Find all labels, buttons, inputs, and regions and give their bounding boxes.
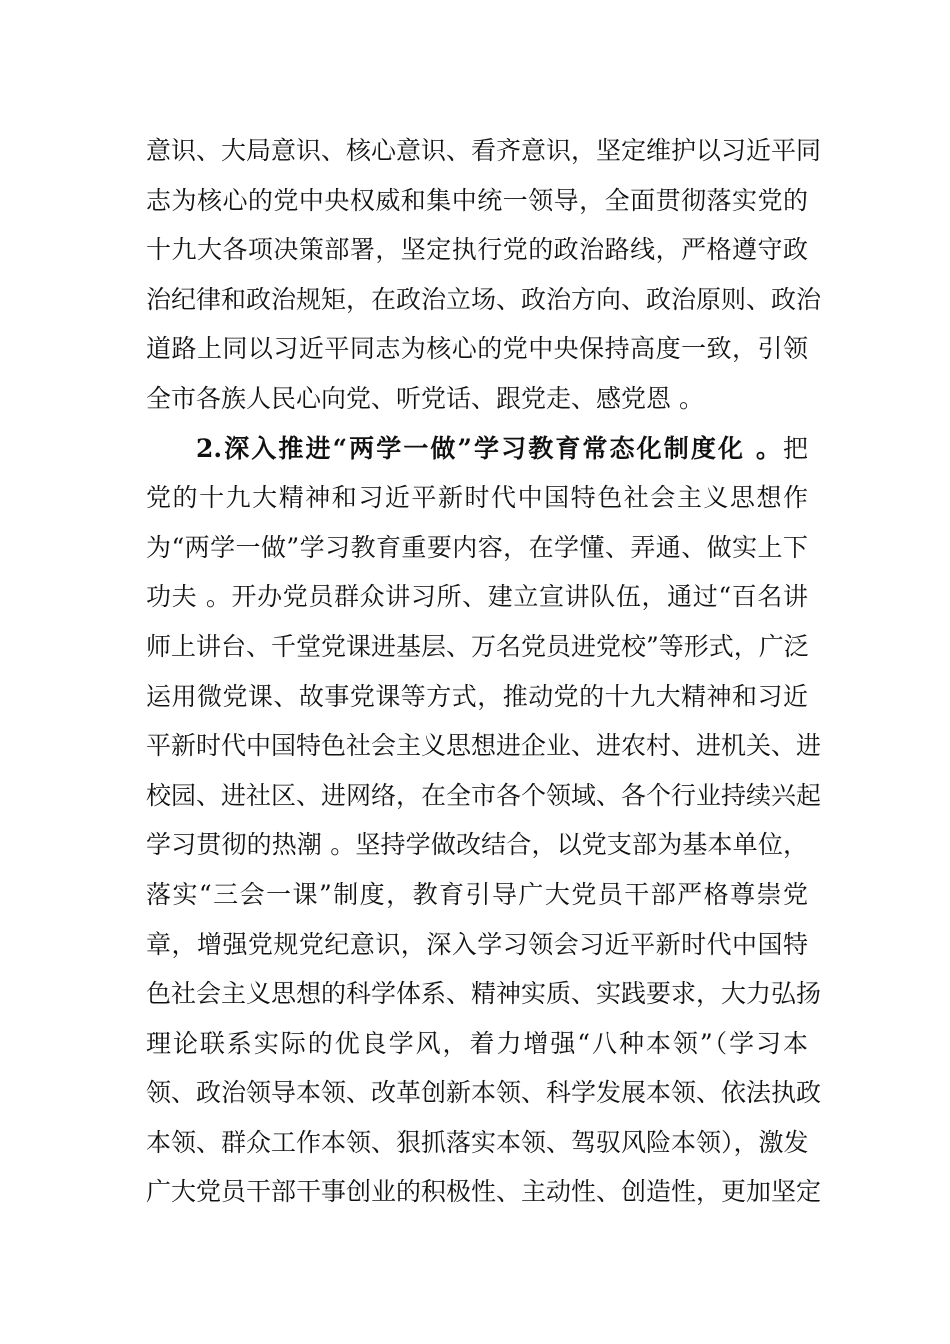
- body-text: [146, 126, 822, 1217]
- text-line: 道路上同以习近平同志为核心的党中央保持高度一致，引领: [146, 334, 808, 364]
- text-line: 为“两学一做”学习教育重要内容，在学懂、弄通、做实上下: [146, 532, 808, 562]
- section-heading-continuation: 把: [782, 433, 808, 463]
- text-line: 本领、群众工作本领、狠抓落实本领、驾驭风险本领），激发: [146, 1127, 809, 1157]
- text-line: 党的十九大精神和习近平新时代中国特色社会主义思想作: [146, 483, 808, 513]
- text-line: 广大党员干部干事创业的积极性、主动性、创造性，更加坚定: [146, 1177, 822, 1207]
- text-line: 理论联系实际的优良学风，着力增强“八种本领”（学习本: [146, 1028, 808, 1058]
- text-line: 平新时代中国特色社会主义思想进企业、进农村、进机关、进: [146, 731, 822, 761]
- text-line: 色社会主义思想的科学体系、精神实质、实践要求，大力弘扬: [146, 979, 822, 1009]
- text-line: 意识、大局意识、核心意识、看齐意识，坚定维护以习近平同: [146, 136, 822, 165]
- text-line: 运用微党课、故事党课等方式，推动党的十九大精神和习近: [146, 681, 808, 711]
- text-line: 功夫 。开办党员群众讲习所、建立宣讲队伍，通过“百名讲: [146, 582, 808, 612]
- text-line: 学习贯彻的热潮 。坚持学做改结合，以党支部为基本单位，: [146, 830, 808, 860]
- text-line: 治纪律和政治规矩，在政治立场、政治方向、政治原则、政治: [146, 284, 822, 314]
- section-heading-line: [146, 424, 808, 474]
- section-heading: 2.深入推进“两学一做”学习教育常态化制度化 。: [196, 433, 783, 463]
- text-line: 领、政治领导本领、改革创新本领、科学发展本领、依法执政: [146, 1078, 822, 1108]
- text-line: 校园、进社区、进网络，在全市各个领域、各个行业持续兴起: [146, 780, 822, 810]
- text-line: 师上讲台、千堂党课进基层、万名党员进党校”等形式，广泛: [146, 631, 809, 661]
- text-line: 章，增强党规党纪意识，深入学习领会习近平新时代中国特: [146, 929, 808, 959]
- text-line: 志为核心的党中央权威和集中统一领导，全面贯彻落实党的: [146, 185, 808, 215]
- text-line: 十九大各项决策部署，坚定执行党的政治路线，严格遵守政: [146, 235, 808, 265]
- text-line: 落实“三会一课”制度，教育引导广大党员干部严格尊崇党: [146, 879, 808, 909]
- text-line: 全市各族人民心向党、听党话、跟党走、感党恩 。: [146, 383, 704, 413]
